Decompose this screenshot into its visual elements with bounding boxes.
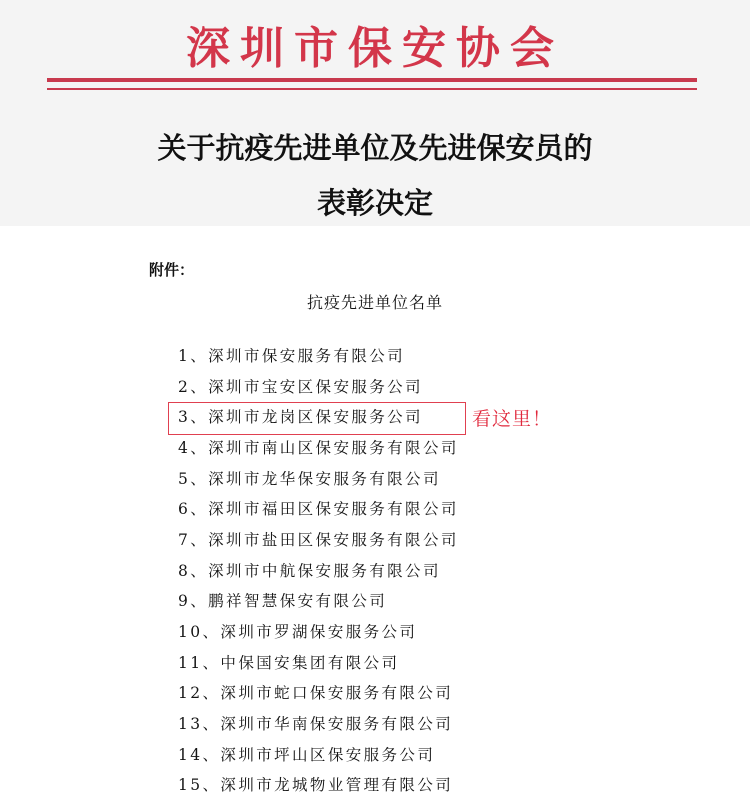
organization-name: 深圳市保安协会 <box>186 23 564 74</box>
attachment-label: 附件： <box>149 261 195 279</box>
callout-annotation: 看这里！ <box>472 408 553 430</box>
unit-list-item: 6、深圳市福田区保安服务有限公司 <box>178 500 459 518</box>
document-title-line1: 关于抗疫先进单位及先进保安员的 <box>157 131 593 165</box>
unit-list-item: 4、深圳市南山区保安服务有限公司 <box>178 439 459 457</box>
document-title-line2: 表彰决定 <box>316 186 433 220</box>
unit-list-item-highlighted: 3、深圳市龙岗区保安服务公司 <box>178 408 423 426</box>
unit-list-item: 12、深圳市蛇口保安服务有限公司 <box>178 684 454 702</box>
list-heading: 抗疫先进单位名单 <box>306 293 443 312</box>
unit-list-item: 11、中保国安集团有限公司 <box>178 654 400 672</box>
unit-list-item: 7、深圳市盐田区保安服务有限公司 <box>178 531 459 549</box>
unit-list-item: 1、深圳市保安服务有限公司 <box>178 347 406 365</box>
highlight-box <box>168 402 466 435</box>
unit-list-item: 10、深圳市罗湖保安服务公司 <box>178 623 418 641</box>
unit-list-item: 8、深圳市中航保安服务有限公司 <box>178 562 441 580</box>
unit-list-item: 5、深圳市龙华保安服务有限公司 <box>178 470 441 488</box>
unit-list-item: 14、深圳市坪山区保安服务公司 <box>178 746 436 764</box>
unit-list-item: 2、深圳市宝安区保安服务公司 <box>178 378 423 396</box>
unit-list-item: 9、鹏祥智慧保安有限公司 <box>178 592 388 610</box>
unit-list-item: 13、深圳市华南保安服务有限公司 <box>178 715 454 733</box>
unit-list-item: 15、深圳市龙城物业管理有限公司 <box>178 776 454 794</box>
